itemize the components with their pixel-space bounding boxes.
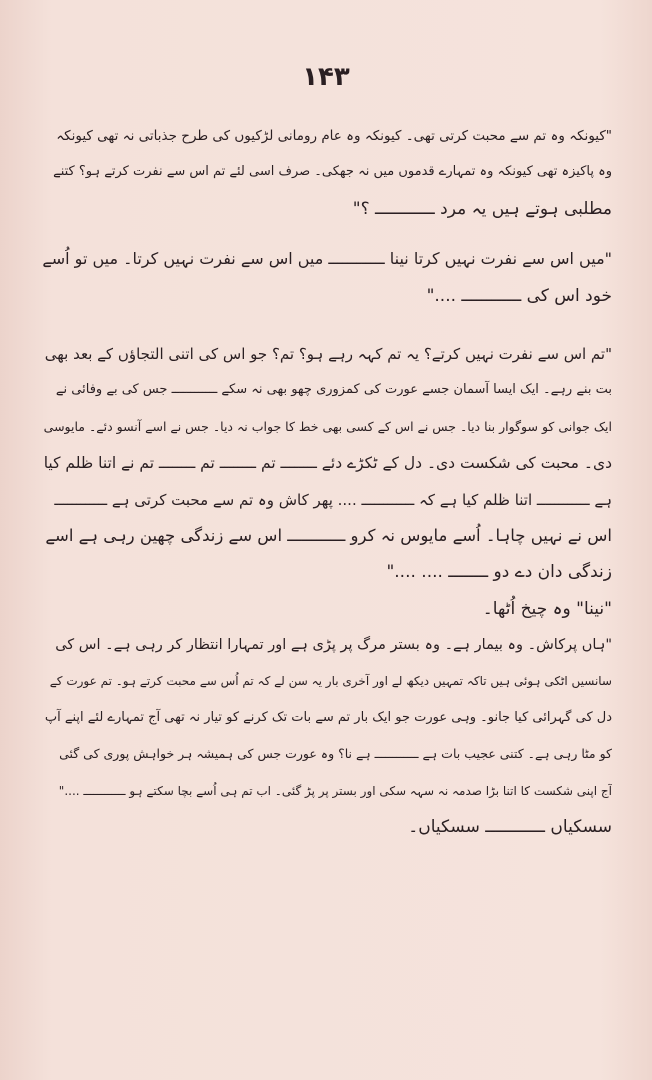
text-line: "تم اس سے نفرت نہیں کرتے؟ یہ تم کہہ رہے ہو؟ تم؟ جو اس کی اتنی التجاؤں کے بعد بھی <box>44 344 612 363</box>
text-line: "نینا" وہ چیخ اُٹھا۔ <box>482 598 612 619</box>
page-number: ۱۴۳ <box>302 62 350 92</box>
text-line: دی۔ محبت کی شکست دی۔ دل کے ٹکڑے دئے ــــــــ تم ــــــــ تم ــــــــ تم نے اتنا ظلم کیا <box>43 454 612 473</box>
text-line: "ہاں پرکاش۔ وہ بیمار ہے۔ وہ بستر مرگ پر پڑی ہے اور تمہارا انتظار کر رہی ہے۔ اس کی <box>55 637 612 654</box>
paragraph <box>40 336 612 591</box>
paragraph <box>40 809 612 845</box>
paragraph <box>40 627 612 809</box>
text-line: دل کی گہرائی کیا جانو۔ وہی عورت جو ایک بار تم سے بات تک کرنے کو تیار نہ تھی آج تمہارے لئے اپنے آپ <box>44 709 612 725</box>
text-line: بت بنے رہے۔ ایک ایسا آسمان جسے عورت کی کمزوری چھو بھی نہ سکے ــــــــــــ جس کی بے وفائی نے <box>55 382 612 398</box>
paragraph <box>40 241 612 314</box>
text-line: آج اپنی شکست کا اتنا بڑا صدمہ نہ سہہ سکی اور بستر پر پڑ گئی۔ اب تم ہی اُسے بچا سکتے ہو ــــــــــــ ...." <box>58 783 612 798</box>
paragraph <box>40 591 612 627</box>
page-text <box>40 118 612 845</box>
text-line: ایک جوانی کو سوگوار بنا دیا۔ جس نے اس کے کسی بھی خط کا جواب نہ دیا۔ جس نے اسے آنسو دئے۔ مایوسی <box>43 418 612 434</box>
text-line: سسکیاں ــــــــــــ سسکیاں۔ <box>408 817 612 838</box>
text-line: خود اس کی ــــــــــــ ...." <box>426 285 612 306</box>
text-line: وہ پاکیزہ تھی کیونکہ وہ تمہارے قدموں میں نہ جھکی۔ صرف اسی لئے تم اس سے نفرت کرتے ہو؟ کتنے <box>53 164 612 180</box>
text-line: سانسیں اٹکی ہوئی ہیں تاکہ تمہیں دیکھ لے اور آخری بار یہ سن لے کہ تم اُس سے محبت کرتے ہو۔ تم عورت کے <box>49 674 612 689</box>
text-line: اس نے نہیں چاہا۔ اُسے مایوس نہ کرو ــــــــــــ اس سے زندگی چھین رہی ہے اسے <box>45 525 612 545</box>
text-line: کو مٹا رہی ہے۔ کتنی عجیب بات ہے ــــــــــــ ہے نا؟ وہ عورت جس کی ہمیشہ ہر خواہش پوری کی گئی <box>59 746 612 762</box>
text-line: زندگی دان دے دو ــــــــ .... ...." <box>386 562 612 583</box>
paragraph <box>40 118 612 227</box>
text-line: "میں اس سے نفرت نہیں کرتا نینا ــــــــــــ میں اس سے نفرت نہیں کرتا۔ میں تو اُسے <box>42 249 612 269</box>
text-line: "کیونکہ وہ تم سے محبت کرتی تھی۔ کیونکہ وہ عام رومانی لڑکیوں کی طرح جذباتی نہ تھی کیونکہ <box>56 128 612 144</box>
text-line: مطلبی ہوتے ہیں یہ مرد ــــــــــــ ؟" <box>352 198 612 219</box>
text-line: ہے ــــــــــــ اتنا ظلم کیا ہے کہ ــــــــــــ .... پھر کاش وہ تم سے محبت کرتی ہے ــــــــــــ <box>54 490 612 509</box>
